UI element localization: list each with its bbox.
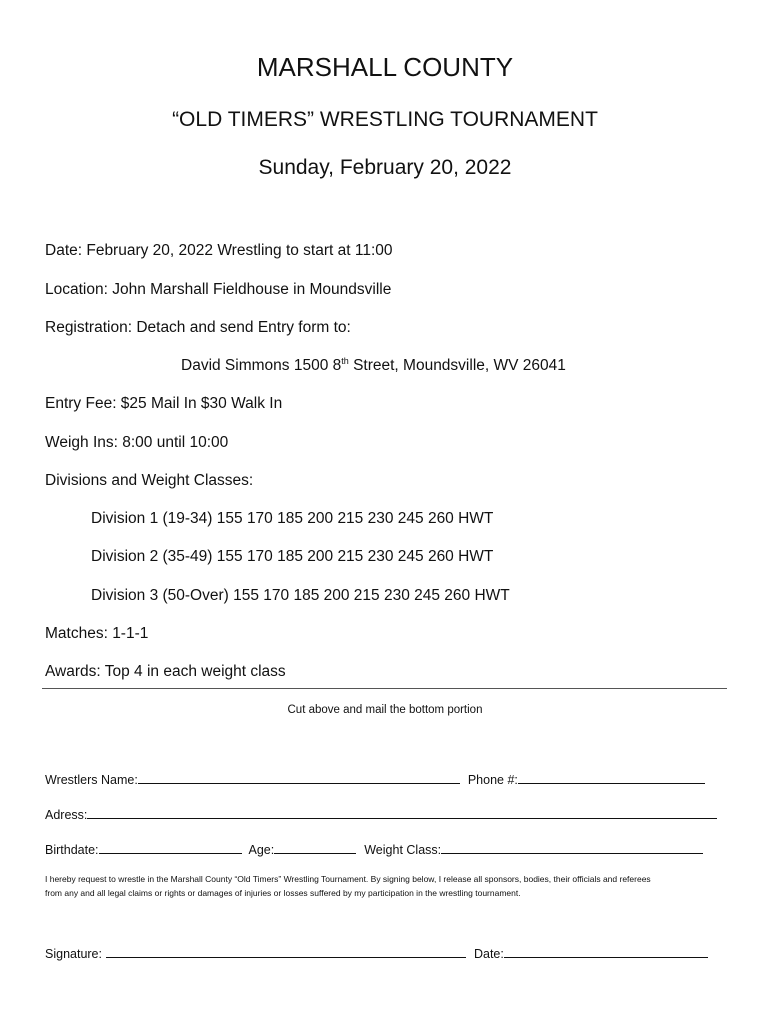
name-field[interactable] bbox=[138, 770, 460, 784]
event-date-heading: Sunday, February 20, 2022 bbox=[258, 156, 512, 179]
name-phone-row bbox=[45, 770, 705, 787]
mailing-address bbox=[181, 357, 566, 375]
birth-age-weight-row bbox=[45, 840, 703, 857]
location-line: Location: John Marshall Fieldhouse in Moundsville bbox=[45, 281, 392, 298]
page-title: MARSHALL COUNTY bbox=[256, 52, 514, 82]
awards-line: Awards: Top 4 in each weight class bbox=[45, 663, 286, 680]
signature-field[interactable] bbox=[106, 944, 466, 958]
signature-label: Signature: bbox=[45, 947, 102, 961]
address-label: Adress: bbox=[45, 808, 88, 822]
mailing-address-start: David Simmons 1500 8 bbox=[181, 357, 342, 374]
matches-line: Matches: 1-1-1 bbox=[45, 625, 149, 642]
cut-note: Cut above and mail the bottom portion bbox=[287, 704, 483, 716]
weigh-ins-line: Weigh Ins: 8:00 until 10:00 bbox=[45, 434, 229, 451]
phone-label: Phone #: bbox=[467, 773, 518, 787]
waiver-line-1: I hereby request to wrestle in the Marshall County “Old Timers” Wrestling Tournament. By signing below, I release all sponsors, bodies, their officials and referees bbox=[45, 874, 651, 884]
page-subtitle: “OLD TIMERS” WRESTLING TOURNAMENT bbox=[172, 108, 598, 131]
cut-line bbox=[42, 688, 727, 689]
date-field[interactable] bbox=[504, 944, 708, 958]
address-field[interactable] bbox=[87, 805, 717, 819]
division-3: Division 3 (50-Over) 155 170 185 200 215 230 245 260 HWT bbox=[91, 587, 510, 604]
division-1: Division 1 (19-34) 155 170 185 200 215 230 245 260 HWT bbox=[91, 510, 494, 527]
age-label: Age: bbox=[248, 843, 275, 857]
name-label: Wrestlers Name: bbox=[45, 773, 138, 787]
ordinal-suffix: th bbox=[341, 355, 349, 366]
weight-class-field[interactable] bbox=[441, 840, 703, 854]
signature-row bbox=[45, 944, 708, 961]
division-2: Division 2 (35-49) 155 170 185 200 215 230 245 260 HWT bbox=[91, 548, 494, 565]
waiver-line-2: from any and all legal claims or rights or damages of injuries or losses suffered by my participation in the wrestling tournament. bbox=[45, 888, 521, 898]
mailing-address-end: Street, Moundsville, WV 26041 bbox=[348, 357, 566, 374]
weight-class-label: Weight Class: bbox=[364, 843, 442, 857]
entry-fee-line: Entry Fee: $25 Mail In $30 Walk In bbox=[45, 395, 283, 412]
registration-line: Registration: Detach and send Entry form to: bbox=[45, 319, 351, 336]
phone-field[interactable] bbox=[518, 770, 705, 784]
age-field[interactable] bbox=[274, 840, 356, 854]
birthdate-field[interactable] bbox=[99, 840, 242, 854]
birthdate-label: Birthdate: bbox=[45, 843, 99, 857]
divisions-heading: Divisions and Weight Classes: bbox=[45, 472, 254, 489]
date-label: Date: bbox=[473, 947, 504, 961]
date-line: Date: February 20, 2022 Wrestling to start at 11:00 bbox=[45, 242, 393, 259]
address-row bbox=[45, 805, 717, 822]
